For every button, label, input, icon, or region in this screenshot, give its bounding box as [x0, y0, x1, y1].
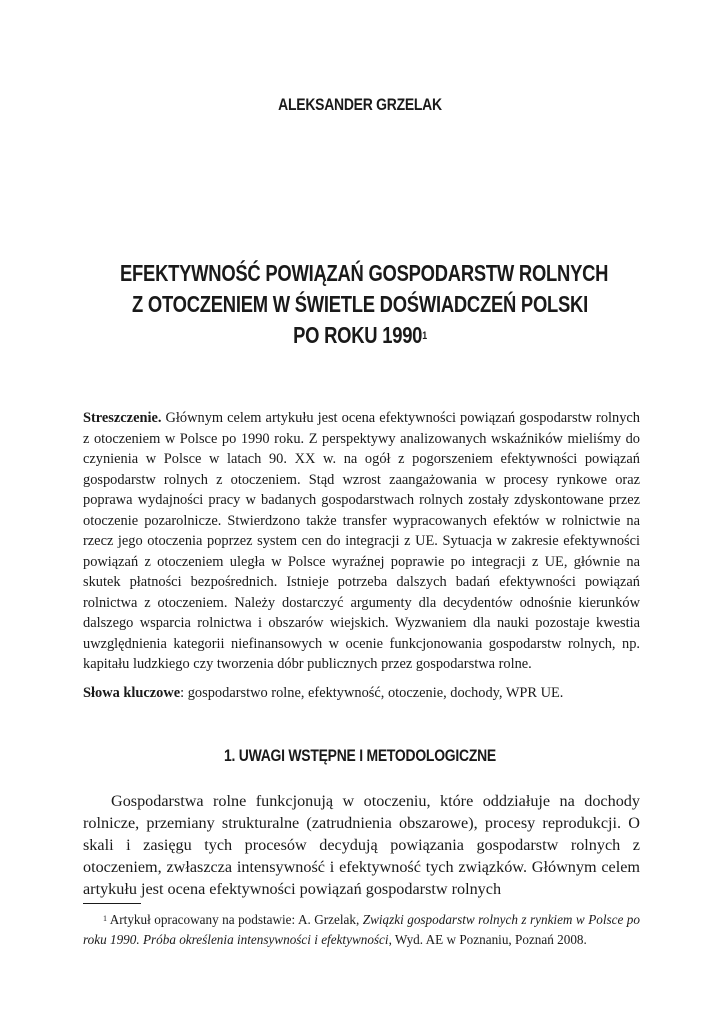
footnote-prefix: Artykuł opracowany na podstawie: A. Grzelak, — [109, 912, 363, 927]
abstract-label: Streszczenie. — [83, 410, 162, 426]
footnote — [83, 910, 640, 949]
abstract-text: Głównym celem artykułu jest ocena efektywności powiązań gospodarstw rolnych z otoczeniem w Polsce po 1990 roku. Z perspektywy analizowanych wskaźników mieliśmy do czynienia w Polsce w latach 90. XX w. na ogół z pogorszeniem efektywności powiązań gospodarstw rolnych z otoczeniem. Stąd wzrost zaangażowania w procesy rynkowe oraz poprawa wydajności pracy w badanych gospodarstwach rolnych zostały zdyskontowane przez otoczenie pozarolnicze. Stwierdzono także transfer wypracowanych efektów w rolnictwie na rzecz jego otoczenia poprzez system cen do integracji z UE. Sytuacja w zakresie efektywności powiązań z otoczeniem uległa w Polsce wyraźnej poprawie po integracji z UE, głównie na skutek płatności bezpośrednich. Istnieje potrzeba dalszych badań efektywności powiązań rolnictwa z otoczeniem. Należy dostarczyć argumenty dla decydentów odnośnie kierunków dalszego wsparcia rolnictwa i obszarów wiejskich. Wyzwaniem dla nauki pozostaje kwestia uwzględnienia kategorii niefinansowych w ocenie funkcjonowania gospodarstw rolnych, np. kapitału ludzkiego czy tworzenia dóbr publicznych przez gospodarstwa rolne. — [83, 410, 640, 672]
keywords — [83, 683, 640, 704]
footnote-mark: 1 — [103, 914, 107, 923]
title-line-1: EFEKTYWNOŚĆ POWIĄZAŃ GOSPODARSTW ROLNYCH — [120, 260, 609, 286]
title-line-3-text: PO ROKU 1990 — [293, 322, 423, 348]
keywords-label: Słowa kluczowe — [83, 685, 181, 701]
body-paragraph: Gospodarstwa rolne funkcjonują w otoczeniu, które oddziałuje na dochody rolnicze, przemiany strukturalne (zatrudnienia obszarowe), procesy reprodukcji. O skali i zasięgu tych procesów decydują powiązania gospodarstw rolnych z otoczeniem, zwłaszcza intensywność i efektywność tych związków. Głównym celem artykułu jest ocena efektywności powiązań gospodarstw rolnych — [83, 792, 640, 898]
title-line-2: Z OTOCZENIEM W ŚWIETLE DOŚWIADCZEŃ POLSKI — [132, 291, 588, 317]
footnote-suffix: , Wyd. AE w Poznaniu, Poznań 2008. — [388, 931, 587, 947]
abstract — [83, 408, 640, 675]
footnote-divider — [83, 903, 141, 904]
article-title — [60, 258, 660, 351]
author-name: ALEKSANDER GRZELAK — [278, 95, 442, 114]
footnote-italic-title: Związki gospodarstw rolnych z rynkiem w Polsce po roku 1990. Próba określenia intensywności i efektywności — [83, 912, 640, 947]
title-footnote-mark: 1 — [422, 330, 427, 342]
title-line-3 — [120, 320, 600, 351]
section-heading: 1. UWAGI WSTĘPNE I METODOLOGICZNE — [223, 746, 496, 765]
keywords-text: : gospodarstwo rolne, efektywność, otoczenie, dochody, WPR UE. — [180, 685, 564, 701]
